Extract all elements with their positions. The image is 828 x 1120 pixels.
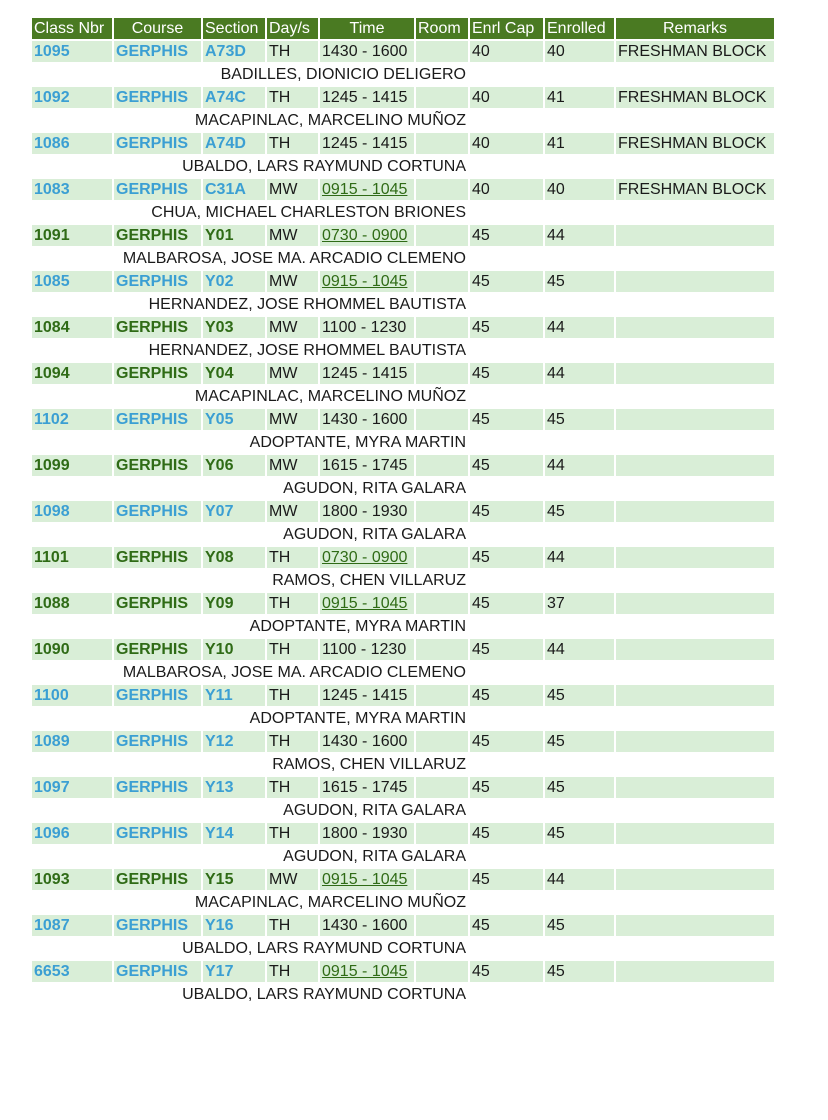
instructor-row-spacer: [470, 202, 774, 223]
instructor-row: [32, 984, 774, 1005]
enrl-cap-cell: 45: [470, 593, 543, 614]
instructor-name: BADILLES, DIONICIO DELIGERO: [32, 64, 468, 85]
days-cell: TH: [267, 87, 318, 108]
header-enrolled: Enrolled: [545, 18, 614, 39]
course-cell: GERPHIS: [114, 731, 201, 752]
course-cell: GERPHIS: [114, 363, 201, 384]
instructor-row: [32, 432, 774, 453]
enrl-cap-cell: 45: [470, 225, 543, 246]
remarks-cell: [616, 409, 774, 430]
table-row: [32, 317, 774, 338]
instructor-row-spacer: [470, 386, 774, 407]
section-cell: Y11: [203, 685, 265, 706]
room-cell: [416, 639, 468, 660]
time-link[interactable]: 0915 - 1045: [322, 181, 408, 198]
instructor-row-spacer: [470, 340, 774, 361]
days-cell: TH: [267, 777, 318, 798]
room-cell: [416, 455, 468, 476]
days-cell: TH: [267, 731, 318, 752]
instructor-row-spacer: [470, 64, 774, 85]
class-nbr-cell: 1086: [32, 133, 112, 154]
room-cell: [416, 823, 468, 844]
remarks-cell: [616, 363, 774, 384]
header-class-nbr: Class Nbr: [32, 18, 112, 39]
class-nbr-cell: 1098: [32, 501, 112, 522]
table-row: [32, 823, 774, 844]
instructor-row-spacer: [470, 846, 774, 867]
enrolled-cell: 45: [545, 731, 614, 752]
instructor-row: [32, 938, 774, 959]
time-cell: 1245 - 1415: [320, 363, 414, 384]
room-cell: [416, 87, 468, 108]
table-row: [32, 271, 774, 292]
remarks-cell: [616, 225, 774, 246]
class-nbr-cell: 1102: [32, 409, 112, 430]
enrolled-cell: 45: [545, 501, 614, 522]
instructor-name: UBALDO, LARS RAYMUND CORTUNA: [32, 938, 468, 959]
class-nbr-cell: 1084: [32, 317, 112, 338]
enrl-cap-cell: 45: [470, 501, 543, 522]
instructor-row-spacer: [470, 708, 774, 729]
time-cell: [320, 547, 414, 568]
instructor-row-spacer: [470, 662, 774, 683]
instructor-name: MACAPINLAC, MARCELINO MUÑOZ: [32, 386, 468, 407]
course-cell: GERPHIS: [114, 823, 201, 844]
instructor-row: [32, 248, 774, 269]
instructor-name: HERNANDEZ, JOSE RHOMMEL BAUTISTA: [32, 340, 468, 361]
section-cell: Y09: [203, 593, 265, 614]
section-cell: Y05: [203, 409, 265, 430]
section-cell: Y08: [203, 547, 265, 568]
instructor-name: MACAPINLAC, MARCELINO MUÑOZ: [32, 110, 468, 131]
instructor-row: [32, 662, 774, 683]
instructor-row: [32, 294, 774, 315]
remarks-cell: [616, 915, 774, 936]
time-cell: 1245 - 1415: [320, 685, 414, 706]
class-nbr-cell: 1099: [32, 455, 112, 476]
instructor-row: [32, 386, 774, 407]
course-cell: GERPHIS: [114, 915, 201, 936]
days-cell: MW: [267, 179, 318, 200]
remarks-cell: [616, 317, 774, 338]
remarks-cell: [616, 685, 774, 706]
instructor-row-spacer: [470, 156, 774, 177]
time-cell: 1615 - 1745: [320, 455, 414, 476]
enrl-cap-cell: 40: [470, 179, 543, 200]
time-link[interactable]: 0730 - 0900: [322, 549, 408, 566]
instructor-name: ADOPTANTE, MYRA MARTIN: [32, 616, 468, 637]
time-link[interactable]: 0730 - 0900: [322, 227, 408, 244]
instructor-row: [32, 892, 774, 913]
room-cell: [416, 363, 468, 384]
section-cell: Y14: [203, 823, 265, 844]
enrolled-cell: 44: [545, 547, 614, 568]
enrl-cap-cell: 45: [470, 869, 543, 890]
remarks-cell: FRESHMAN BLOCK: [616, 133, 774, 154]
room-cell: [416, 501, 468, 522]
enrolled-cell: 41: [545, 87, 614, 108]
enrolled-cell: 44: [545, 869, 614, 890]
section-cell: Y02: [203, 271, 265, 292]
instructor-row-spacer: [470, 478, 774, 499]
remarks-cell: [616, 501, 774, 522]
days-cell: MW: [267, 501, 318, 522]
course-cell: GERPHIS: [114, 547, 201, 568]
room-cell: [416, 685, 468, 706]
section-cell: Y03: [203, 317, 265, 338]
section-cell: Y06: [203, 455, 265, 476]
room-cell: [416, 41, 468, 62]
course-cell: GERPHIS: [114, 317, 201, 338]
time-link[interactable]: 0915 - 1045: [322, 273, 408, 290]
section-cell: Y15: [203, 869, 265, 890]
course-cell: GERPHIS: [114, 961, 201, 982]
table-row: [32, 87, 774, 108]
instructor-row: [32, 110, 774, 131]
instructor-name: ADOPTANTE, MYRA MARTIN: [32, 708, 468, 729]
room-cell: [416, 225, 468, 246]
instructor-name: RAMOS, CHEN VILLARUZ: [32, 570, 468, 591]
section-cell: Y12: [203, 731, 265, 752]
class-nbr-cell: 1085: [32, 271, 112, 292]
instructor-row: [32, 340, 774, 361]
instructor-name: HERNANDEZ, JOSE RHOMMEL BAUTISTA: [32, 294, 468, 315]
enrolled-cell: 44: [545, 363, 614, 384]
class-nbr-cell: 1097: [32, 777, 112, 798]
class-nbr-cell: 1096: [32, 823, 112, 844]
instructor-name: AGUDON, RITA GALARA: [32, 846, 468, 867]
remarks-cell: FRESHMAN BLOCK: [616, 41, 774, 62]
class-nbr-cell: 1100: [32, 685, 112, 706]
time-cell: [320, 593, 414, 614]
instructor-row-spacer: [470, 800, 774, 821]
time-link[interactable]: 0915 - 1045: [322, 871, 408, 888]
time-cell: 1430 - 1600: [320, 731, 414, 752]
enrolled-cell: 45: [545, 823, 614, 844]
remarks-cell: [616, 271, 774, 292]
enrl-cap-cell: 45: [470, 409, 543, 430]
enrolled-cell: 44: [545, 455, 614, 476]
days-cell: MW: [267, 363, 318, 384]
instructor-row: [32, 800, 774, 821]
enrl-cap-cell: 45: [470, 639, 543, 660]
instructor-row-spacer: [470, 110, 774, 131]
class-nbr-cell: 1087: [32, 915, 112, 936]
instructor-row: [32, 570, 774, 591]
header-row: [32, 18, 774, 39]
instructor-row-spacer: [470, 294, 774, 315]
instructor-row-spacer: [470, 938, 774, 959]
course-cell: GERPHIS: [114, 41, 201, 62]
section-cell: Y10: [203, 639, 265, 660]
time-cell: 1430 - 1600: [320, 41, 414, 62]
class-nbr-cell: 1090: [32, 639, 112, 660]
room-cell: [416, 271, 468, 292]
table-row: [32, 501, 774, 522]
class-nbr-cell: 1091: [32, 225, 112, 246]
room-cell: [416, 915, 468, 936]
days-cell: MW: [267, 271, 318, 292]
time-cell: [320, 179, 414, 200]
table-row: [32, 915, 774, 936]
section-cell: A73D: [203, 41, 265, 62]
course-cell: GERPHIS: [114, 593, 201, 614]
instructor-row-spacer: [470, 432, 774, 453]
instructor-name: MACAPINLAC, MARCELINO MUÑOZ: [32, 892, 468, 913]
days-cell: MW: [267, 455, 318, 476]
table-row: [32, 41, 774, 62]
enrolled-cell: 45: [545, 961, 614, 982]
instructor-row-spacer: [470, 524, 774, 545]
header-remarks: Remarks: [616, 18, 774, 39]
table-row: [32, 777, 774, 798]
class-nbr-cell: 1101: [32, 547, 112, 568]
class-nbr-cell: 1083: [32, 179, 112, 200]
class-nbr-cell: 1088: [32, 593, 112, 614]
enrolled-cell: 44: [545, 317, 614, 338]
enrolled-cell: 45: [545, 685, 614, 706]
days-cell: TH: [267, 639, 318, 660]
course-cell: GERPHIS: [114, 639, 201, 660]
remarks-cell: [616, 731, 774, 752]
enrl-cap-cell: 45: [470, 823, 543, 844]
enrolled-cell: 40: [545, 41, 614, 62]
instructor-row-spacer: [470, 570, 774, 591]
instructor-row: [32, 202, 774, 223]
remarks-cell: [616, 823, 774, 844]
time-cell: [320, 271, 414, 292]
course-cell: GERPHIS: [114, 271, 201, 292]
days-cell: TH: [267, 547, 318, 568]
time-cell: 1245 - 1415: [320, 133, 414, 154]
enrolled-cell: 41: [545, 133, 614, 154]
instructor-row: [32, 708, 774, 729]
course-cell: GERPHIS: [114, 685, 201, 706]
time-link[interactable]: 0915 - 1045: [322, 963, 408, 980]
days-cell: TH: [267, 685, 318, 706]
instructor-row-spacer: [470, 754, 774, 775]
instructor-name: AGUDON, RITA GALARA: [32, 524, 468, 545]
section-cell: Y01: [203, 225, 265, 246]
enrl-cap-cell: 45: [470, 777, 543, 798]
course-cell: GERPHIS: [114, 777, 201, 798]
enrl-cap-cell: 45: [470, 363, 543, 384]
header-days: Day/s: [267, 18, 318, 39]
course-cell: GERPHIS: [114, 87, 201, 108]
table-row: [32, 409, 774, 430]
instructor-row-spacer: [470, 984, 774, 1005]
remarks-cell: [616, 455, 774, 476]
days-cell: MW: [267, 869, 318, 890]
table-row: [32, 639, 774, 660]
header-enrl-cap: Enrl Cap: [470, 18, 543, 39]
room-cell: [416, 961, 468, 982]
time-cell: [320, 961, 414, 982]
days-cell: TH: [267, 915, 318, 936]
course-cell: GERPHIS: [114, 501, 201, 522]
remarks-cell: FRESHMAN BLOCK: [616, 179, 774, 200]
enrl-cap-cell: 45: [470, 961, 543, 982]
table-row: [32, 547, 774, 568]
enrolled-cell: 45: [545, 271, 614, 292]
time-cell: 1800 - 1930: [320, 501, 414, 522]
enrl-cap-cell: 45: [470, 731, 543, 752]
remarks-cell: [616, 777, 774, 798]
table-row: [32, 133, 774, 154]
instructor-row: [32, 156, 774, 177]
instructor-name: ADOPTANTE, MYRA MARTIN: [32, 432, 468, 453]
class-nbr-cell: 1089: [32, 731, 112, 752]
instructor-name: RAMOS, CHEN VILLARUZ: [32, 754, 468, 775]
instructor-row: [32, 846, 774, 867]
room-cell: [416, 547, 468, 568]
days-cell: TH: [267, 961, 318, 982]
instructor-row: [32, 64, 774, 85]
time-cell: 1615 - 1745: [320, 777, 414, 798]
time-cell: 1100 - 1230: [320, 639, 414, 660]
enrolled-cell: 44: [545, 225, 614, 246]
course-cell: GERPHIS: [114, 133, 201, 154]
time-cell: 1430 - 1600: [320, 409, 414, 430]
room-cell: [416, 869, 468, 890]
remarks-cell: [616, 961, 774, 982]
section-cell: Y17: [203, 961, 265, 982]
enrl-cap-cell: 45: [470, 317, 543, 338]
enrolled-cell: 40: [545, 179, 614, 200]
enrl-cap-cell: 40: [470, 41, 543, 62]
class-schedule-table: [30, 16, 776, 1007]
section-cell: Y04: [203, 363, 265, 384]
table-row: [32, 179, 774, 200]
enrl-cap-cell: 40: [470, 133, 543, 154]
enrl-cap-cell: 45: [470, 915, 543, 936]
course-cell: GERPHIS: [114, 179, 201, 200]
table-row: [32, 593, 774, 614]
time-cell: 1100 - 1230: [320, 317, 414, 338]
instructor-row-spacer: [470, 248, 774, 269]
header-room: Room: [416, 18, 468, 39]
course-cell: GERPHIS: [114, 409, 201, 430]
instructor-row: [32, 524, 774, 545]
days-cell: TH: [267, 593, 318, 614]
instructor-row: [32, 616, 774, 637]
enrl-cap-cell: 45: [470, 685, 543, 706]
remarks-cell: FRESHMAN BLOCK: [616, 87, 774, 108]
remarks-cell: [616, 869, 774, 890]
table-row: [32, 225, 774, 246]
section-cell: A74C: [203, 87, 265, 108]
instructor-name: UBALDO, LARS RAYMUND CORTUNA: [32, 156, 468, 177]
enrl-cap-cell: 45: [470, 271, 543, 292]
instructor-name: UBALDO, LARS RAYMUND CORTUNA: [32, 984, 468, 1005]
enrl-cap-cell: 45: [470, 455, 543, 476]
course-cell: GERPHIS: [114, 869, 201, 890]
instructor-name: MALBAROSA, JOSE MA. ARCADIO CLEMENO: [32, 248, 468, 269]
section-cell: C31A: [203, 179, 265, 200]
instructor-name: MALBAROSA, JOSE MA. ARCADIO CLEMENO: [32, 662, 468, 683]
instructor-name: CHUA, MICHAEL CHARLESTON BRIONES: [32, 202, 468, 223]
room-cell: [416, 777, 468, 798]
class-nbr-cell: 1094: [32, 363, 112, 384]
table-row: [32, 731, 774, 752]
time-cell: [320, 225, 414, 246]
days-cell: MW: [267, 409, 318, 430]
enrl-cap-cell: 45: [470, 547, 543, 568]
room-cell: [416, 317, 468, 338]
remarks-cell: [616, 593, 774, 614]
enrolled-cell: 45: [545, 777, 614, 798]
header-time: Time: [320, 18, 414, 39]
time-cell: 1245 - 1415: [320, 87, 414, 108]
header-course: Course: [114, 18, 201, 39]
room-cell: [416, 133, 468, 154]
days-cell: MW: [267, 225, 318, 246]
table-row: [32, 363, 774, 384]
course-cell: GERPHIS: [114, 455, 201, 476]
table-row: [32, 961, 774, 982]
class-nbr-cell: 1093: [32, 869, 112, 890]
room-cell: [416, 731, 468, 752]
instructor-row-spacer: [470, 616, 774, 637]
enrl-cap-cell: 40: [470, 87, 543, 108]
table-row: [32, 869, 774, 890]
time-link[interactable]: 0915 - 1045: [322, 595, 408, 612]
enrolled-cell: 37: [545, 593, 614, 614]
enrolled-cell: 45: [545, 409, 614, 430]
section-cell: Y13: [203, 777, 265, 798]
room-cell: [416, 179, 468, 200]
enrolled-cell: 45: [545, 915, 614, 936]
section-cell: Y16: [203, 915, 265, 936]
instructor-name: AGUDON, RITA GALARA: [32, 478, 468, 499]
time-cell: 1430 - 1600: [320, 915, 414, 936]
room-cell: [416, 409, 468, 430]
table-row: [32, 455, 774, 476]
time-cell: [320, 869, 414, 890]
instructor-row-spacer: [470, 892, 774, 913]
days-cell: MW: [267, 317, 318, 338]
days-cell: TH: [267, 133, 318, 154]
table-row: [32, 685, 774, 706]
course-cell: GERPHIS: [114, 225, 201, 246]
class-nbr-cell: 1095: [32, 41, 112, 62]
instructor-row: [32, 754, 774, 775]
room-cell: [416, 593, 468, 614]
days-cell: TH: [267, 823, 318, 844]
time-cell: 1800 - 1930: [320, 823, 414, 844]
enrolled-cell: 44: [545, 639, 614, 660]
section-cell: Y07: [203, 501, 265, 522]
instructor-row: [32, 478, 774, 499]
remarks-cell: [616, 547, 774, 568]
days-cell: TH: [267, 41, 318, 62]
header-section: Section: [203, 18, 265, 39]
class-nbr-cell: 6653: [32, 961, 112, 982]
remarks-cell: [616, 639, 774, 660]
instructor-name: AGUDON, RITA GALARA: [32, 800, 468, 821]
section-cell: A74D: [203, 133, 265, 154]
class-nbr-cell: 1092: [32, 87, 112, 108]
